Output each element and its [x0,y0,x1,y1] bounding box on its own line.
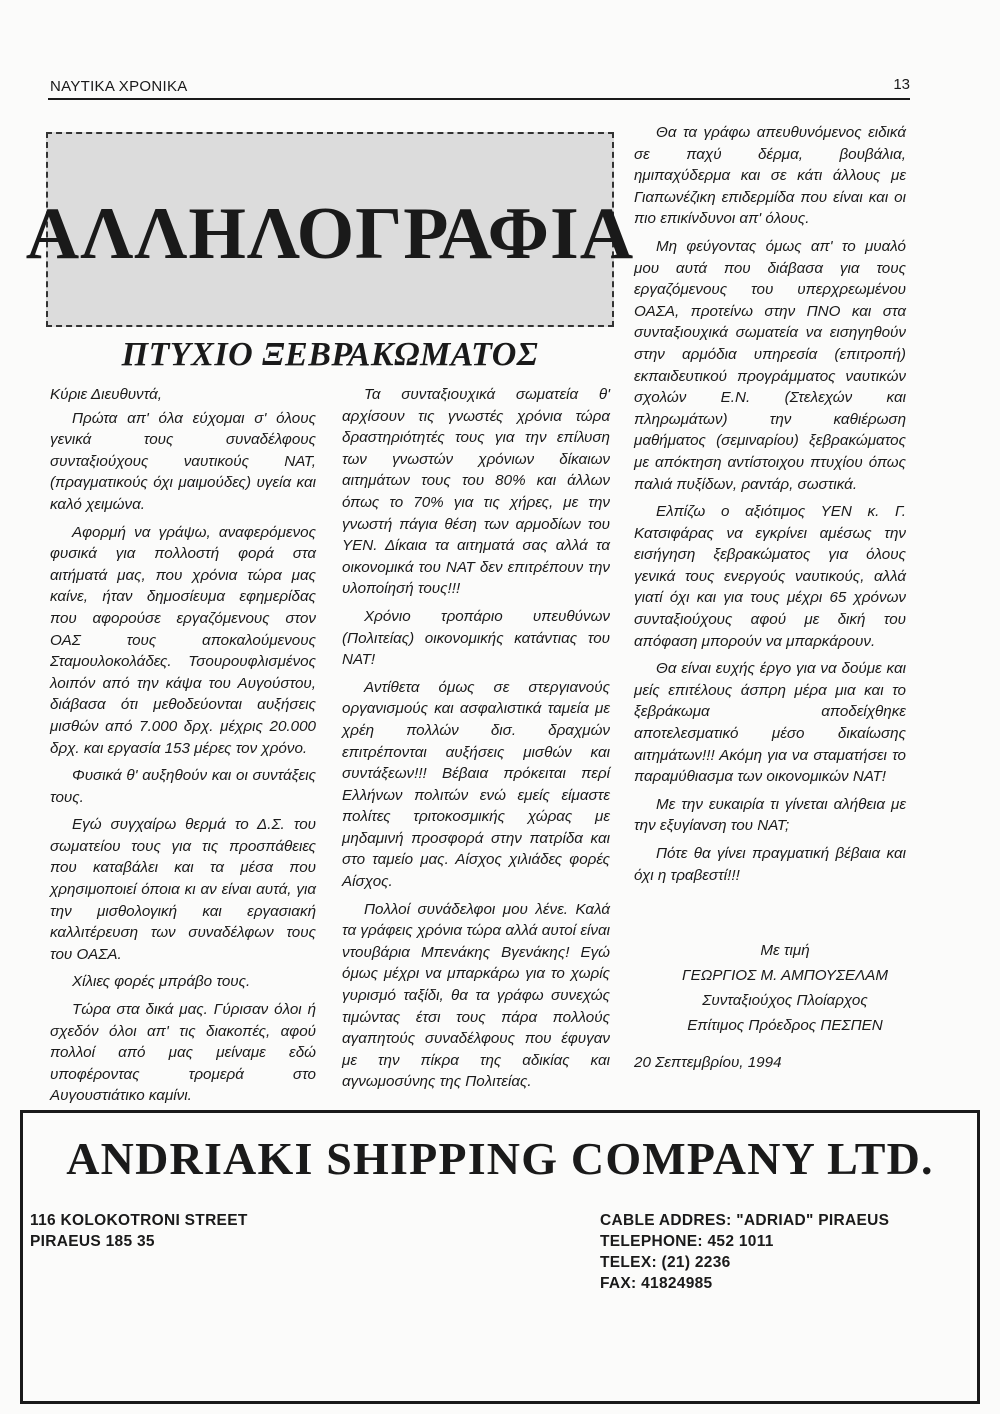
paragraph: Αντίθετα όμως σε στεργιανούς οργανισμούς και ασφαλιστικά ταμεία με χρέη πολλών δισ. δραχμών επιτρέπονται αυξήσεις μισθών και συντάξεων!!! Βέβαια πρόκειται περί Ελλήνων πολιτών ενώ εμείς είμαστε πολίτες τριτοκοσμικής χώρας με μηδαμινή προσφορά στην πατρίδα και στο ταμείο μας. Αίσχος χιλιάδες φορές Αίσχος. [342,678,610,891]
paragraph: Τώρα στα δικά μας. Γύρισαν όλοι ή σχεδόν όλοι απ' τις διακοπές, αφού πολλοί από μας μείναμε εδώ υποφέροντας τρομερά στο Αυγουστιάτικο καμίνι. [50,1001,316,1105]
paragraph: Με την ευκαιρία τι γίνεται αλήθεια με την εξυγίανση του ΝΑΤ; [634,795,906,835]
paragraph: Μη φεύγοντας όμως απ' το μυαλό μου αυτά που διάβασα για τους εργαζόμενους του υπερχρεωμένου ΟΑΣΑ, προτείνω στην ΠΝΟ και στα συνταξιουχικά σωματεία να εισηγηθούν στην αρμόδια υπηρεσία (επιτροπή) εκπαιδευτικού προγράμματος ναυτικών σχολών Ε.Ν. (Στελεχών και πληρωμάτων) την καθιέρωση μαθήματος (σεμιναρίου) ξεβρακώματος με απόκτηση αντίστοιχου πτυχίου όπως παλιά πυξίδων, ραντάρ, σωστικά. [634,237,906,493]
advertisement-address [30,1210,248,1252]
paragraph: Ελπίζω ο αξιότιμος ΥΕΝ κ. Γ. Κατσιφάρας να εγκρίνει αμέσως την εισήγηση ξεβρακώματος για όλους γενικά τους ενεργούς ναυτικούς, αλλά γιατί όχι και για τους μέχρι 65 χρόνων συνταξιούχους αφού με δική του απόφαση μπορούν να μπαρκάρουν. [634,503,906,650]
signature-name: ΓΕΩΡΓΙΟΣ Μ. ΑΜΠΟΥΣΕΛΑΜ [681,967,889,984]
paragraph: Τα συνταξιουχικά σωματεία θ' αρχίσουν τις γνωστές χρόνια τώρα δραστηριότητές τους για την επίλυση των γνωστών χρόνιων δίκαιων αιτημάτων τους του 80% και άλλων όπως το 70% για τις χήρες, με την γνωστή πάγια θέση των αρμοδίων του ΥΕΝ. Δίκαια τα αιτηματά σας αλλά τα οικονομικά του ΝΑΤ δεν επιτρέπουν την υλοποίησή τους!!! [342,386,610,598]
contact-telex: TELEX: (21) 2236 [600,1254,731,1271]
advertisement-company: ANDRIAKI SHIPPING COMPANY LTD. [66,1133,934,1184]
paragraph: Χίλιες φορές μπράβο τους. [72,973,251,991]
section-title-box [25,132,635,327]
page-number: 13 [893,76,910,93]
header-divider [48,98,910,100]
paragraph: Πρώτα απ' όλα εύχομαι σ' όλους γενικά τους συναδέλφους συνταξιούχους ναυτικούς ΝΑΤ, (πραγματικούς όχι μαιμούδες) υγεία και καλό χειμώνα. [50,409,316,513]
paragraph: Φυσικά θ' αυξηθούν και οι συντάξεις τους. [50,767,316,806]
publication-name: ΝΑΥΤΙΚΑ ΧΡΟΝΙΚΑ [50,78,188,95]
contact-fax: FAX: 41824985 [600,1275,713,1292]
signature-closing: Με τιμή [760,942,810,959]
article-column-2 [342,384,610,1099]
signature-position: Επίτιμος Πρόεδρος ΠΕΣΠΕΝ [687,1017,883,1034]
article-column-3 [634,122,906,892]
article-headline: ΠΤΥΧΙΟ ΞΕΒΡΑΚΩΜΑΤΟΣ [121,336,539,373]
paragraph: Πολλοί συνάδελφοι μου λένε. Καλά τα γράφεις χρόνια τώρα αλλά αυτοί είναι ντουβάρια Μπενάκης Βγενάκης! Εγώ όμως μέχρι να μπαρκάρω για το χωρίς γυρισμό ταξίδι, θα τα γράφω συνεχώς τιμώντας έτσι τους πάρα πολλούς αγαπητούς συναδέλφους που έφυγαν με την πίκρα της αδικίας και αγνωμοσύνης της Πολιτείας. [342,900,610,1091]
address-street: 116 KOLOKOTRONI STREET [30,1212,248,1229]
letter-date: 20 Σεπτεμβρίου, 1994 [634,1054,782,1071]
paragraph: Πότε θα γίνει πραγματική βέβαια και όχι η τραβεστί!!! [634,845,906,884]
address-city: PIRAEUS 185 35 [30,1233,155,1250]
paragraph: Εγώ συγχαίρω θερμά το Δ.Σ. του σωματείου τους για τις προσπάθειες που καταβάλει και τα μέσα που χρησιμοποιεί όποια κι αν είναι αυτά, για την μισθολογική και εργασιακή καλλιτέρευση των συναδέλφων τους του ΟΑΣΑ. [50,816,316,963]
section-title: ΑΛΛΗΛΟΓΡΑΦΙΑ [25,193,635,275]
paragraph: Κύριε Διευθυντά, [50,386,162,403]
paragraph: Θα τα γράφω απευθυνόμενος ειδικά σε παχύ δέρμα, βουβάλια, ημιπαχύδερμα και σε κάτι άλλους με Γιαπωνέζικη επιδερμίδα που είναι και οι πιο επικίνδυνοι απ' όλους. [634,124,906,228]
paragraph: Χρόνιο τροπάριο υπευθύνων (Πολιτείας) οικονομικής κατάντιας του ΝΑΤ! [342,607,610,669]
paragraph: Αφορμή να γράψω, αναφερόμενος φυσικά για πολλοστή φορά στα αιτήματά μας, που χρόνια τώρα μας καίνε, ήταν δημοσίευμα εφημερίδας που αφορούσε εργαζόμενους στον ΟΑΣ τους αποκαλούμενους Σταμουλοκολάδες. Τσουρουφλισμένος λοιπόν από την κάψα του Αυγούστου, διάβασα ότι μεθοδεύονται αυξήσεις μισθών από 7.000 δρχ. μέχρις 20.000 δρχ. και εργασία 153 μέρες τον χρόνο. [50,523,316,757]
advertisement-contacts [600,1210,889,1294]
signature-role: Συνταξιούχος Πλοίαρχος [702,992,868,1009]
contact-telephone: TELEPHONE: 452 1011 [600,1233,774,1250]
article-column-1 [50,384,316,1113]
contact-cable: CABLE ADDRES: "ADRIAD" PIRAEUS [600,1212,890,1229]
paragraph: Θα είναι ευχής έργο για να δούμε και μείς επιτέλους άσπρη μέρα μια και το ξεβράκωμα αποδείχθηκε αποτελεσματικό μέσο δικαίωσης αιτημάτων!!! Ακόμη για να σταματήσει το παραμύθιασμα των οικονομικών ΝΑΤ! [634,660,906,786]
signature-block [634,938,906,1038]
